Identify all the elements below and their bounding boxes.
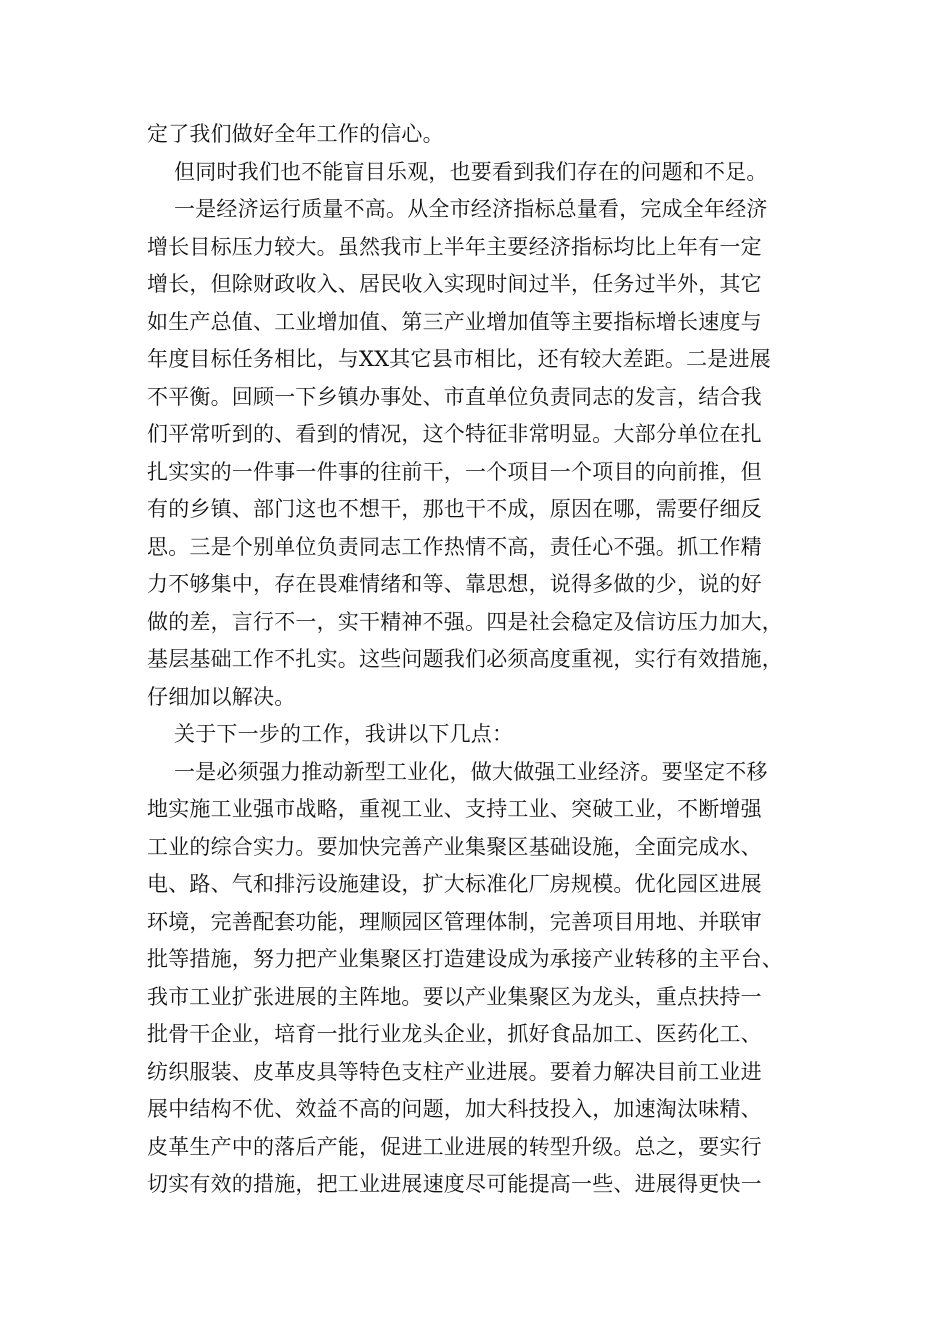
text-line: 纺织服装、皮革皮具等特色支柱产业进展。要着力解决目前工业进 xyxy=(147,1059,762,1084)
text-line: 思。三是个别单位负责同志工作热情不高，责任心不强。抓工作精 xyxy=(147,534,762,559)
text-line: 批等措施，努力把产业集聚区打造建设成为承接产业转移的主平台、 xyxy=(147,947,783,971)
text-line: 关于下一步的工作，我讲以下几点： xyxy=(174,722,514,746)
text-line: 不平衡。回顾一下乡镇办事处、市直单位负责同志的发言，结合我 xyxy=(147,384,762,409)
text-line: 电、路、气和排污设施建设，扩大标准化厂房规模。优化园区进展 xyxy=(147,872,762,896)
text-line: 们平常听到的、看到的情况，这个特征非常明显。大部分单位在扎 xyxy=(147,422,762,446)
text-line: 但同时我们也不能盲目乐观，也要看到我们存在的问题和不足。 xyxy=(174,159,768,184)
text-line: 增长，但除财政收入、居民收入实现时间过半，任务过半外，其它 xyxy=(147,272,762,296)
text-line: 工业的综合实力。要加快完善产业集聚区基础设施，全面完成水、 xyxy=(147,834,762,859)
text-line: 一是经济运行质量不高。从全市经济指标总量看，完成全年经济 xyxy=(174,197,768,221)
text-line: 做的差，言行不一，实干精神不强。四是社会稳定及信访压力加大， xyxy=(147,609,783,634)
text-line: 基层基础工作不扎实。这些问题我们必须高度重视，实行有效措施， xyxy=(147,647,783,671)
text-line: 年度目标任务相比，与XX其它县市相比，还有较大差距。二是进展 xyxy=(147,347,771,371)
text-line: 一是必须强力推动新型工业化，做大做强工业经济。要坚定不移 xyxy=(174,759,768,784)
text-line: 皮革生产中的落后产能，促进工业进展的转型升级。总之，要实行 xyxy=(147,1134,762,1159)
text-line: 力不够集中，存在畏难情绪和等、靠思想，说得多做的少，说的好 xyxy=(147,572,762,596)
text-line: 环境，完善配套功能，理顺园区管理体制，完善项目用地、并联审 xyxy=(147,909,762,934)
text-line: 有的乡镇、部门这也不想干，那也干不成，原因在哪，需要仔细反 xyxy=(147,497,762,521)
text-line: 仔细加以解决。 xyxy=(147,684,296,709)
text-line: 切实有效的措施，把工业进展速度尽可能提高一些、进展得更快一 xyxy=(147,1172,762,1196)
document-body xyxy=(147,116,827,1204)
text-line: 定了我们做好全年工作的信心。 xyxy=(147,122,444,146)
text-line: 批骨干企业，培育一批行业龙头企业，抓好食品加工、医药化工、 xyxy=(147,1022,762,1046)
text-line: 增长目标压力较大。虽然我市上半年主要经济指标均比上年有一定 xyxy=(147,234,762,259)
text-line: 扎实实的一件事一件事的往前干，一个项目一个项目的向前推，但 xyxy=(147,459,762,484)
text-line: 展中结构不优、效益不高的问题，加大科技投入，加速淘汰味精、 xyxy=(147,1097,762,1121)
text-line: 如生产总值、工业增加值、第三产业增加值等主要指标增长速度与 xyxy=(147,309,762,334)
text-line: 我市工业扩张进展的主阵地。要以产业集聚区为龙头，重点扶持一 xyxy=(147,984,762,1009)
text-line: 地实施工业强市战略，重视工业、支持工业、突破工业，不断增强 xyxy=(147,797,762,821)
